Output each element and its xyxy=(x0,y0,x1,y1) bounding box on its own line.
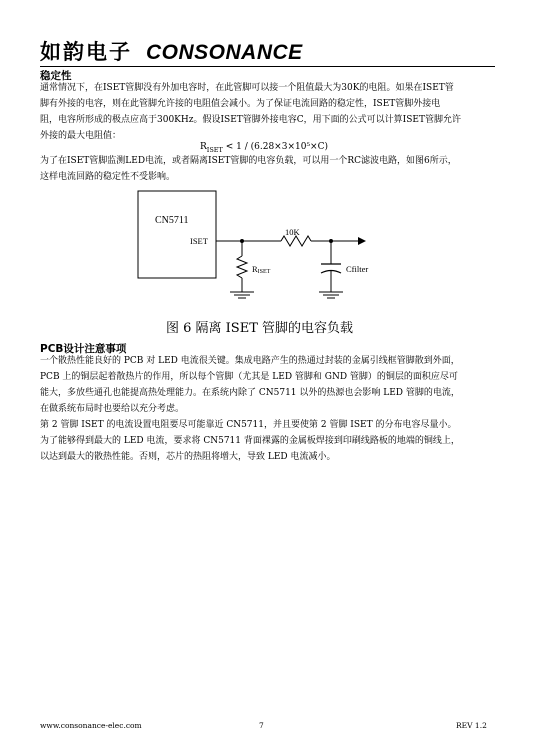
chip-box xyxy=(138,191,216,278)
brand-english: CONSONANCE xyxy=(146,41,303,64)
pin-label: ISET xyxy=(190,236,208,246)
chip-label: CN5711 xyxy=(155,215,189,226)
footer-website: www.consonance-elec.com xyxy=(40,721,142,730)
stability-line: 这样电流回路的稳定性不受影响。 xyxy=(40,172,176,182)
pcb-line: 能大，多放些通孔也能提高热处理能力。在系统内除了 CN5711 以外的热源也会影响 LED 管脚的电流， xyxy=(40,388,460,398)
series-resistor-label: 10K xyxy=(285,227,300,237)
pcb-line: 一个散热性能良好的 PCB 对 LED 电流很关键。集成电路产生的热通过封装的金属引线框管脚散到外面， xyxy=(40,356,460,366)
rset-formula: $R_{ISET} < 1 / (6.28\times 3\times 10^5\times C)$ xyxy=(200,142,328,154)
rset-resistor xyxy=(237,256,247,278)
series-resistor xyxy=(281,236,311,246)
ground-symbol-1 xyxy=(230,292,254,298)
brand-chinese: 如韵电子 xyxy=(40,39,132,64)
stability-line: 外接的最大电阻值： xyxy=(40,131,122,141)
pcb-line: 为了能够得到最大的 LED 电流，要求将 CN5711 背面裸露的金属板焊接到印刷线路板的地端的铜线上， xyxy=(40,436,460,446)
footer-revision: REV 1.2 xyxy=(456,721,487,730)
cap-label: Cfilter xyxy=(346,264,369,274)
stability-line: 为了在ISET管脚监测LED电流，或者隔离ISET管脚的电容负载，可以用一个RC滤波电路，如图6所示， xyxy=(40,156,457,166)
pcb-line: PCB 上的铜层起着散热片的作用，所以每个管脚（尤其是 LED 管脚和 GND 管脚）的铜层的面积应尽可 xyxy=(40,372,458,382)
section-heading-pcb: PCB设计注意事项 xyxy=(40,343,127,355)
pcb-line: 第 2 管脚 ISET 的电流设置电阻要尽可能靠近 CN5711，并且要使第 2 管脚 ISET 的分布电容尽量小。 xyxy=(40,420,457,430)
pcb-paragraph xyxy=(40,353,495,465)
footer-page-number: 7 xyxy=(259,721,264,730)
ground-symbol-2 xyxy=(319,292,343,298)
figure-caption: 图 6 隔离 ISET 管脚的电容负载 xyxy=(166,321,354,336)
stability-line: 通常情况下，在ISET管脚没有外加电容时，在此管脚可以接一个阻值最大为30K的电阻。如果在ISET管 xyxy=(40,83,454,93)
stability-line: 脚有外接的电容，则在此管脚允许接的电阻值会减小。为了保证电流回路的稳定性，ISET管脚外接电 xyxy=(40,99,441,109)
section-heading-stability: 稳定性 xyxy=(40,70,72,82)
pcb-line: 以达到最大的散热性能。否则，芯片的热阻将增大，导致 LED 电流减小。 xyxy=(40,452,336,462)
rc-filter-circuit-diagram xyxy=(0,0,539,320)
output-arrow xyxy=(358,237,366,245)
rset-label: RISET xyxy=(252,264,271,275)
pcb-line: 在做系统布局时也要给以充分考虑。 xyxy=(40,404,185,414)
stability-line: 阻，电容所形成的极点应高于300KHz。假设ISET管脚外接电容C，用下面的公式可以计算ISET管脚允许 xyxy=(40,115,461,125)
